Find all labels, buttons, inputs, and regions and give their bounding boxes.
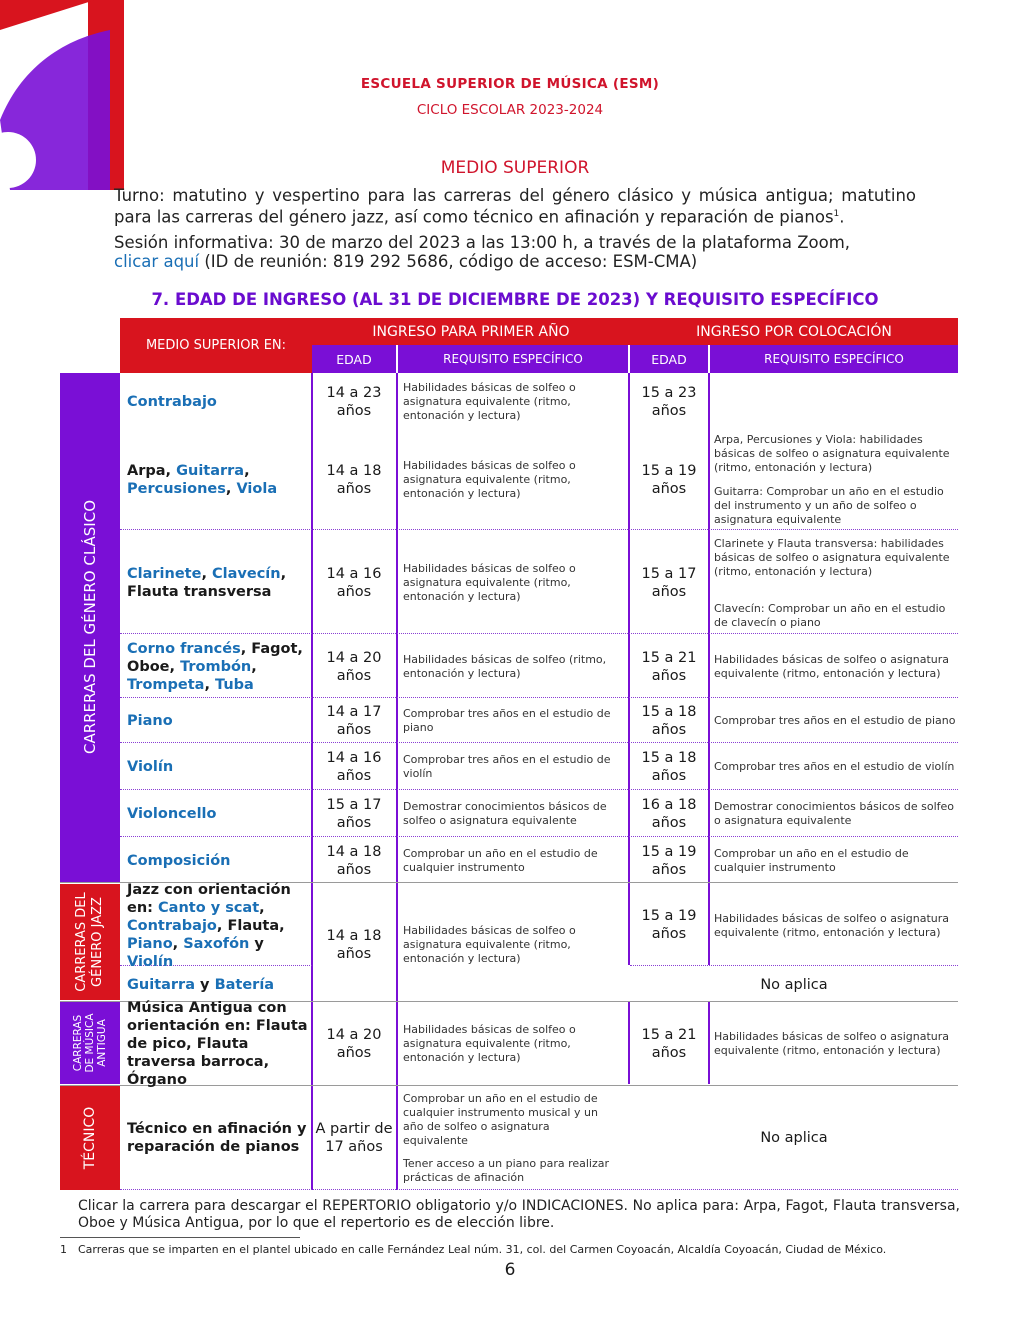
header-edad-coloc: EDAD bbox=[630, 345, 708, 373]
career-violin[interactable]: Violín bbox=[127, 759, 174, 775]
age-first: 14 a 18 años bbox=[326, 844, 382, 878]
col-sep bbox=[708, 1002, 710, 1084]
header-edad-first: EDAD bbox=[312, 345, 396, 373]
req-coloc: Demostrar conocimientos básicos de solfeo o asignatura equivalente bbox=[714, 800, 955, 827]
footer-note: Clicar la carrera para descargar el REPERTORIO obligatorio y/o INDICACIONES. No aplica para: Arpa, Fagot, Flauta transversa, Oboe y Música Antigua, por lo que el repertorio es de elección libre. bbox=[78, 1198, 960, 1231]
career-musica-antigua[interactable]: Música Antigua con orientación en: Flauta de pico, Flauta traversa barroca, Órgano bbox=[127, 1000, 308, 1088]
career-arpa[interactable]: Arpa, Guitarra, Percusiones, Viola bbox=[127, 463, 278, 497]
age-first: 14 a 18 años bbox=[326, 463, 382, 497]
row-line bbox=[630, 965, 958, 966]
req-first: Habilidades básicas de solfeo o asignatura equivalente (ritmo, entonación y lectura) bbox=[403, 924, 576, 965]
req-coloc: Habilidades básicas de solfeo o asignatura equivalente (ritmo, entonación y lectura) bbox=[714, 1030, 950, 1057]
req-first: Habilidades básicas de solfeo o asignatura equivalente (ritmo, entonación y lectura) bbox=[403, 459, 576, 500]
row-line bbox=[120, 529, 958, 530]
school-cycle: CICLO ESCOLAR 2023-2024 bbox=[416, 102, 604, 118]
req-coloc-clarinete: Clarinete y Flauta transversa: habilidades básicas de solfeo o asignatura equivalente (ritmo, entonación y lectura) bbox=[714, 537, 950, 578]
req-first: Comprobar un año en el estudio de cualquier instrumento bbox=[403, 847, 598, 874]
req-first-b: Tener acceso a un piano para realizar prácticas de afinación bbox=[403, 1157, 610, 1184]
req-coloc: Habilidades básicas de solfeo o asignatura equivalente (ritmo, entonación y lectura) bbox=[714, 912, 950, 939]
career-piano[interactable]: Piano bbox=[127, 713, 173, 729]
req-coloc-clavecin: Clavecín: Comprobar un año en el estudio de clavecín o piano bbox=[714, 602, 946, 629]
age-coloc: 15 a 23 años bbox=[641, 385, 697, 419]
section-title: 7. EDAD DE INGRESO (AL 31 DE DICIEMBRE DE 2023) Y REQUISITO ESPECÍFICO bbox=[151, 290, 879, 309]
not-applicable: No aplica bbox=[760, 977, 828, 993]
req-first: Habilidades básicas de solfeo o asignatura equivalente (ritmo, entonación y lectura) bbox=[403, 381, 576, 422]
age-coloc: 15 a 21 años bbox=[641, 1027, 697, 1061]
age-first: 14 a 23 años bbox=[326, 385, 382, 419]
age-first: 15 a 17 años bbox=[326, 797, 382, 831]
age-coloc: 15 a 19 años bbox=[641, 908, 697, 942]
header-placement: INGRESO POR COLOCACIÓN bbox=[630, 318, 958, 345]
req-first: Comprobar tres años en el estudio de piano bbox=[403, 707, 611, 734]
age-first: 14 a 20 años bbox=[326, 650, 382, 684]
footnote-divider bbox=[60, 1237, 300, 1238]
req-first: Habilidades básicas de solfeo o asignatura equivalente (ritmo, entonación y lectura) bbox=[403, 1023, 576, 1064]
zoom-link[interactable]: clicar aquí bbox=[114, 252, 200, 271]
age-coloc: 15 a 18 años bbox=[641, 750, 697, 784]
career-violoncello[interactable]: Violoncello bbox=[127, 806, 217, 822]
group-antigua: CARRERAS DE MÚSICA ANTIGUA bbox=[60, 1002, 120, 1084]
header-req-coloc: REQUISITO ESPECÍFICO bbox=[710, 345, 958, 373]
career-corno[interactable]: Corno francés, Fagot, Oboe, Trombón, Trompeta, Tuba bbox=[127, 641, 303, 693]
req-coloc: Comprobar tres años en el estudio de violín bbox=[714, 760, 955, 773]
req-first: Habilidades básicas de solfeo o asignatura equivalente (ritmo, entonación y lectura) bbox=[403, 562, 576, 603]
footnote-text: Carreras que se imparten en el plantel ubicado en calle Fernández Leal núm. 31, col. del Carmen Coyoacán, Alcaldía Coyoacán, Ciudad de México. bbox=[78, 1243, 887, 1256]
row-line bbox=[120, 789, 958, 790]
career-composicion[interactable]: Composición bbox=[127, 853, 231, 869]
age-first: 14 a 17 años bbox=[326, 704, 382, 738]
req-first: Habilidades básicas de solfeo (ritmo, entonación y lectura) bbox=[403, 653, 607, 680]
col-sep bbox=[708, 373, 710, 965]
career-contrabajo[interactable]: Contrabajo bbox=[127, 394, 217, 410]
col-sep bbox=[396, 373, 398, 1190]
career-tecnico[interactable]: Técnico en afinación y reparación de pianos bbox=[127, 1121, 307, 1155]
age-first: A partir de 17 años bbox=[315, 1121, 393, 1155]
footnote-mark: 1 bbox=[60, 1243, 67, 1256]
header-first-year: INGRESO PARA PRIMER AÑO bbox=[312, 318, 630, 345]
row-line bbox=[120, 742, 958, 743]
not-applicable: No aplica bbox=[760, 1130, 828, 1146]
age-coloc: 15 a 17 años bbox=[641, 566, 697, 600]
req-coloc: Comprobar un año en el estudio de cualquier instrumento bbox=[714, 847, 909, 874]
page-number: 6 bbox=[504, 1260, 516, 1280]
req-coloc-guitarra: Guitarra: Comprobar un año en el estudio del instrumento y un año de solfeo o asignatura equivalente bbox=[714, 485, 944, 526]
row-line bbox=[120, 697, 958, 698]
req-first-a: Comprobar un año en el estudio de cualquier instrumento musical y un año de solfeo o asignatura equivalente bbox=[403, 1092, 598, 1147]
group-tecnico: TÉCNICO bbox=[60, 1086, 120, 1190]
age-coloc: 16 a 18 años bbox=[641, 797, 697, 831]
group-jazz: CARRERAS DEL GÉNERO JAZZ bbox=[60, 884, 120, 1000]
req-coloc: Habilidades básicas de solfeo o asignatura equivalente (ritmo, entonación y lectura) bbox=[714, 653, 950, 680]
career-clarinete[interactable]: Clarinete, Clavecín, Flauta transversa bbox=[127, 566, 287, 600]
header-carrera: MEDIO SUPERIOR EN: bbox=[120, 318, 312, 373]
footnote-ref: 1 bbox=[833, 209, 840, 219]
group-clasico: CARRERAS DEL GÉNERO CLÁSICO bbox=[60, 373, 120, 882]
age-first: 14 a 20 años bbox=[326, 1027, 382, 1061]
row-line bbox=[120, 836, 958, 837]
req-first: Comprobar tres años en el estudio de violín bbox=[403, 753, 611, 780]
career-jazz[interactable]: Jazz con orientación en: Canto y scat, Contrabajo, Flauta, Piano, Saxofón y Violín bbox=[127, 882, 291, 970]
age-coloc: 15 a 21 años bbox=[641, 650, 697, 684]
req-coloc-arpa: Arpa, Percusiones y Viola: habilidades básicas de solfeo o asignatura equivalente (ritmo, entonación y lectura) bbox=[714, 433, 950, 474]
req-coloc: Comprobar tres años en el estudio de piano bbox=[714, 714, 956, 727]
age-coloc: 15 a 19 años bbox=[641, 463, 697, 497]
age-first: 14 a 16 años bbox=[326, 566, 382, 600]
career-guitarra-bateria[interactable]: Guitarra y Batería bbox=[127, 977, 275, 993]
age-first: 14 a 18 años bbox=[326, 928, 382, 962]
school-name: ESCUELA SUPERIOR DE MÚSICA (ESM) bbox=[360, 76, 660, 92]
row-line bbox=[120, 633, 958, 634]
row-line bbox=[120, 1189, 958, 1190]
age-first: 14 a 16 años bbox=[326, 750, 382, 784]
turno-paragraph: Turno: matutino y vespertino para las carreras del género clásico y música antigua; matutino para las carreras del género jazz, así como técnico en afinación y reparación de pianos$^1$. bbox=[114, 186, 916, 227]
session-paragraph: Sesión informativa: 30 de marzo del 2023 a las 13:00 h, a través de la plataforma Zoom, clicar aquí (ID de reunión: 819 292 5686, código de acceso: ESM-CMA) bbox=[114, 233, 851, 271]
age-coloc: 15 a 19 años bbox=[641, 844, 697, 878]
header-req-first: REQUISITO ESPECÍFICO bbox=[398, 345, 628, 373]
req-first: Demostrar conocimientos básicos de solfeo o asignatura equivalente bbox=[403, 800, 607, 827]
level-title: MEDIO SUPERIOR bbox=[440, 158, 590, 178]
age-coloc: 15 a 18 años bbox=[641, 704, 697, 738]
